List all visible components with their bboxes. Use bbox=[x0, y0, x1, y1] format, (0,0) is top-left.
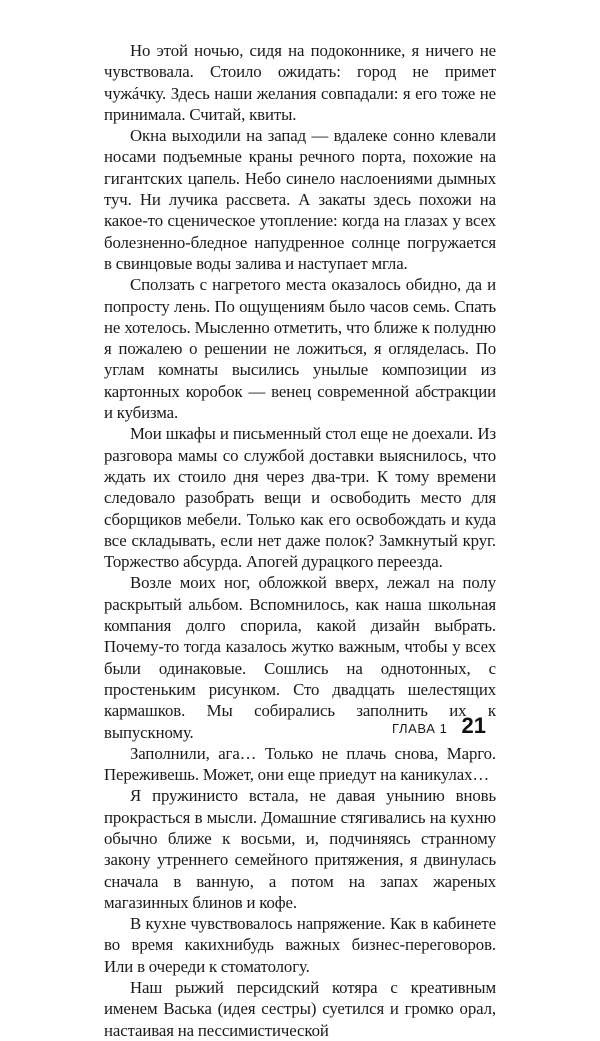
body-text bbox=[104, 40, 496, 1041]
paragraph-8: В кухне чувствовалось напряжение. Как в кабинете во время какихнибудь важных бизнес-переговоров. Или в очереди к стоматологу. bbox=[104, 914, 496, 976]
page-footer bbox=[392, 713, 486, 739]
paragraph-1: Но этой ночью, сидя на подоконнике, я ничего не чувствовала. Стоило ожидать: город не примет чужáчку. Здесь наши желания совпадали: я его тоже не принимала. Считай, квиты. bbox=[104, 41, 496, 124]
paragraph-9: Наш рыжий персидский котяра с креативным именем Васька (идея сестры) суетился и громко орал, настаивая на пессимистической bbox=[104, 978, 496, 1040]
paragraph-4: Мои шкафы и письменный стол еще не доехали. Из разговора мамы со службой доставки выяснилось, что ждать их стоило дня через два-три. К тому времени следовало разобрать вещи и освободить место для сборщиков мебели. Только как его освобождать и куда все складывать, если нет даже полок? Замкнутый круг. Торжество абсурда. Апогей дурацкого переезда. bbox=[104, 424, 496, 572]
paragraph-3: Сползать с нагретого места оказалось обидно, да и попросту лень. По ощущениям было часов семь. Спать не хотелось. Мысленно отметить, что ближе к полудню я пожалею о решении не ложиться, я огляделась. По углам комнаты высились унылые композиции из картонных коробок — венец современной абстракции и кубизма. bbox=[104, 275, 496, 423]
paragraph-7: Я пружинисто встала, не давая унынию вновь прокрасться в мысли. Домашние стягивались на кухню обычно ближе к восьми, и, подчиняясь странному закону утреннего семейного притяжения, я двинулась сначала в ванную, а потом на запах жареных магазинных блинов и кофе. bbox=[104, 786, 496, 912]
chapter-label: ГЛАВА 1 bbox=[392, 721, 448, 736]
page-number: 21 bbox=[461, 713, 486, 738]
paragraph-6: Заполнили, ага… Только не плачь снова, Марго. Переживешь. Может, они еще приедут на каникулах… bbox=[104, 743, 496, 785]
paragraph-5: Возле моих ног, обложкой вверх, лежал на полу раскрытый альбом. Вспомнилось, как наша школьная компания долго спорила, какой дизайн выбрать. Почему-то тогда казалось жутко важным, чтобы у всех были одинаковые. Сошлись на однотонных, с простеньким рисунком. Сто двадцать шелестящих кармашков. Мы собирались заполнить их к выпускному. bbox=[104, 573, 496, 742]
paragraph-2: Окна выходили на запад — вдалеке сонно клевали носами подъемные краны речного порта, похожие на гигантских цапель. Небо синело наслоениями дымных туч. Ни лучика рассвета. А закаты здесь похожи на какое-то сценическое утопление: когда на глазах у всех болезненно-бледное напудренное солнце погружается в свинцовые воды залива и наступает мгла. bbox=[104, 126, 496, 273]
